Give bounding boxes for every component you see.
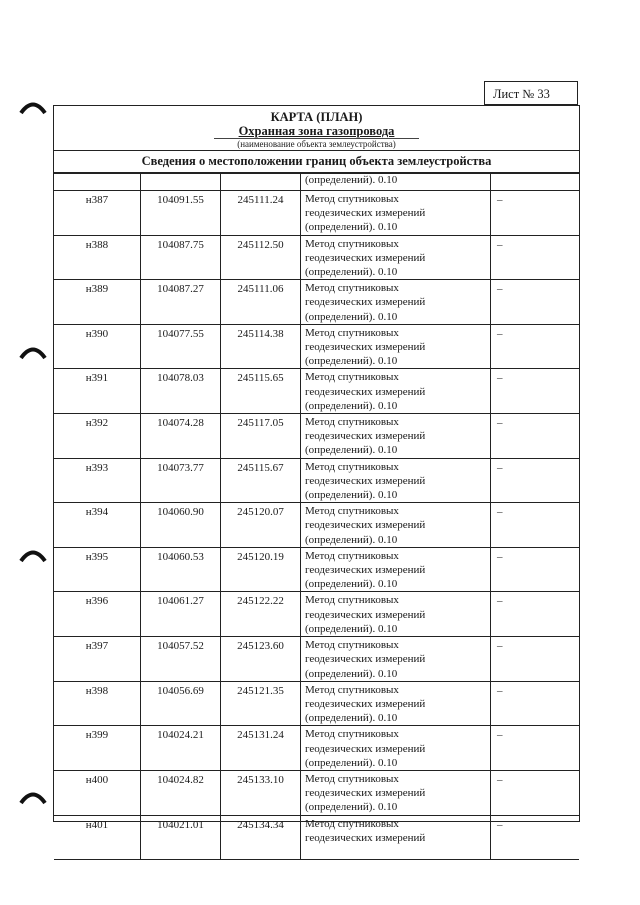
method-description	[301, 280, 491, 325]
method-line: геодезических измерений	[305, 207, 426, 220]
method-line: Метод спутниковых	[305, 594, 399, 607]
method-line: Метод спутниковых	[305, 371, 399, 384]
method-line: (определений). 0.10	[305, 444, 398, 457]
continuation-text: (определений). 0.10	[301, 174, 491, 191]
document-header	[54, 106, 579, 151]
method-line: Метод спутниковых	[305, 237, 399, 250]
note: –	[491, 280, 580, 325]
note: –	[491, 191, 580, 236]
method-line: геодезических измерений	[305, 430, 426, 443]
method-line: (определений). 0.10	[305, 533, 398, 546]
coord-y: 245111.06	[221, 280, 301, 325]
coord-y: 245117.05	[221, 414, 301, 459]
binder-hole-mark	[20, 100, 46, 114]
point-id: н391	[54, 369, 141, 414]
note: –	[491, 726, 580, 771]
coord-x: 104091.55	[141, 191, 221, 236]
point-id: н394	[54, 503, 141, 548]
point-id: н387	[54, 191, 141, 236]
point-id: н398	[54, 681, 141, 726]
document-title: КАРТА (ПЛАН)	[270, 110, 363, 124]
method-description	[301, 369, 491, 414]
coord-x: 104078.03	[141, 369, 221, 414]
method-line: Метод спутниковых	[305, 549, 399, 562]
coord-y: 245115.67	[221, 458, 301, 503]
method-line: (определений). 0.10	[305, 756, 398, 769]
coord-x: 104074.28	[141, 414, 221, 459]
method-description	[301, 592, 491, 637]
sheet-number: Лист № 33	[484, 81, 578, 105]
method-line: Метод спутниковых	[305, 772, 399, 785]
table-row	[54, 637, 579, 682]
coord-y: 245112.50	[221, 235, 301, 280]
method-line: (определений). 0.10	[305, 310, 398, 323]
table-row	[54, 458, 579, 503]
point-id: н392	[54, 414, 141, 459]
method-description	[301, 770, 491, 815]
coordinates-table	[54, 173, 579, 860]
method-line: (определений). 0.10	[305, 266, 398, 279]
coord-x: 104077.55	[141, 324, 221, 369]
method-line: Метод спутниковых	[305, 193, 399, 205]
method-description	[301, 235, 491, 280]
method-line: Метод спутниковых	[305, 639, 399, 652]
table-row	[54, 235, 579, 280]
method-line: (определений). 0.10	[305, 801, 398, 814]
coord-x: 104060.53	[141, 547, 221, 592]
table-row-continuation	[54, 174, 579, 191]
table-row	[54, 681, 579, 726]
method-line: (определений). 0.10	[305, 622, 398, 635]
method-line: геодезических измерений	[305, 608, 426, 621]
point-id: н399	[54, 726, 141, 771]
coord-x: 104060.90	[141, 503, 221, 548]
binder-hole-mark	[20, 548, 46, 562]
table-row	[54, 280, 579, 325]
coord-y: 245121.35	[221, 681, 301, 726]
table-row	[54, 324, 579, 369]
binder-hole-mark	[20, 345, 46, 359]
method-description	[301, 503, 491, 548]
point-id: н395	[54, 547, 141, 592]
note: –	[491, 458, 580, 503]
note: –	[491, 369, 580, 414]
method-description	[301, 815, 491, 859]
method-line: геодезических измерений	[305, 251, 426, 264]
note: –	[491, 324, 580, 369]
method-line: Метод спутниковых	[305, 728, 399, 741]
object-caption: (наименование объекта землеустройства)	[214, 138, 419, 150]
point-id: н388	[54, 235, 141, 280]
method-line: (определений). 0.10	[305, 489, 398, 502]
method-line: геодезических измерений	[305, 787, 426, 800]
coord-x: 104061.27	[141, 592, 221, 637]
note: –	[491, 770, 580, 815]
method-line: Метод спутниковых	[305, 460, 399, 473]
note: –	[491, 414, 580, 459]
method-line: (определений). 0.10	[305, 399, 398, 412]
document-frame	[53, 105, 580, 844]
note: –	[491, 681, 580, 726]
method-line: геодезических измерений	[305, 742, 426, 755]
note: –	[491, 592, 580, 637]
method-description	[301, 637, 491, 682]
coord-x: 104087.75	[141, 235, 221, 280]
method-line: (определений). 0.10	[305, 221, 398, 234]
method-description	[301, 324, 491, 369]
point-id: н393	[54, 458, 141, 503]
method-line: (определений). 0.10	[305, 578, 398, 591]
coord-y: 245120.19	[221, 547, 301, 592]
method-line: геодезических измерений	[305, 653, 426, 666]
note: –	[491, 503, 580, 548]
method-description	[301, 191, 491, 236]
coord-y: 245120.07	[221, 503, 301, 548]
object-name: Охранная зона газопровода	[238, 124, 395, 138]
point-id: н400	[54, 770, 141, 815]
coord-y: 245115.65	[221, 369, 301, 414]
note: –	[491, 637, 580, 682]
method-line: (определений). 0.10	[305, 667, 398, 680]
method-line: Метод спутниковых	[305, 282, 399, 295]
method-description	[301, 414, 491, 459]
note: –	[491, 547, 580, 592]
coord-y: 245114.38	[221, 324, 301, 369]
note: –	[491, 815, 580, 859]
method-line: геодезических измерений	[305, 296, 426, 309]
method-description	[301, 681, 491, 726]
section-title: Сведения о местоположении границ объекта землеустройства	[54, 151, 579, 173]
coord-y: 245134.34	[221, 815, 301, 859]
table-row	[54, 369, 579, 414]
method-line: Метод спутниковых	[305, 683, 399, 696]
method-line: (определений). 0.10	[305, 712, 398, 725]
method-line: геодезических измерений	[305, 474, 426, 487]
note: –	[491, 235, 580, 280]
coord-x: 104024.21	[141, 726, 221, 771]
method-description	[301, 458, 491, 503]
coord-x: 104056.69	[141, 681, 221, 726]
coord-y: 245122.22	[221, 592, 301, 637]
point-id: н390	[54, 324, 141, 369]
method-line: Метод спутниковых	[305, 817, 399, 830]
coord-y: 245131.24	[221, 726, 301, 771]
method-line: Метод спутниковых	[305, 505, 399, 518]
point-id: н396	[54, 592, 141, 637]
method-description	[301, 547, 491, 592]
point-id: н397	[54, 637, 141, 682]
method-line: геодезических измерений	[305, 385, 426, 398]
method-line: геодезических измерений	[305, 564, 426, 577]
method-line: геодезических измерений	[305, 341, 426, 354]
point-id: н389	[54, 280, 141, 325]
binder-hole-mark	[20, 790, 46, 804]
method-line: (определений). 0.10	[305, 355, 398, 368]
method-line: геодезических измерений	[305, 519, 426, 532]
table-row	[54, 547, 579, 592]
coord-y: 245133.10	[221, 770, 301, 815]
table-row	[54, 503, 579, 548]
coord-x: 104024.82	[141, 770, 221, 815]
method-line: Метод спутниковых	[305, 416, 399, 429]
table-row	[54, 414, 579, 459]
coord-y: 245111.24	[221, 191, 301, 236]
coord-y: 245123.60	[221, 637, 301, 682]
table-row	[54, 592, 579, 637]
table-row	[54, 726, 579, 771]
table-row	[54, 815, 579, 859]
table-row	[54, 191, 579, 236]
method-line: геодезических измерений	[305, 697, 426, 710]
coord-x: 104087.27	[141, 280, 221, 325]
coord-x: 104073.77	[141, 458, 221, 503]
table-row	[54, 770, 579, 815]
method-description	[301, 726, 491, 771]
method-line: геодезических измерений	[305, 831, 426, 844]
point-id: н401	[54, 815, 141, 859]
coord-x: 104057.52	[141, 637, 221, 682]
method-line: Метод спутниковых	[305, 326, 399, 339]
coord-x: 104021.01	[141, 815, 221, 859]
